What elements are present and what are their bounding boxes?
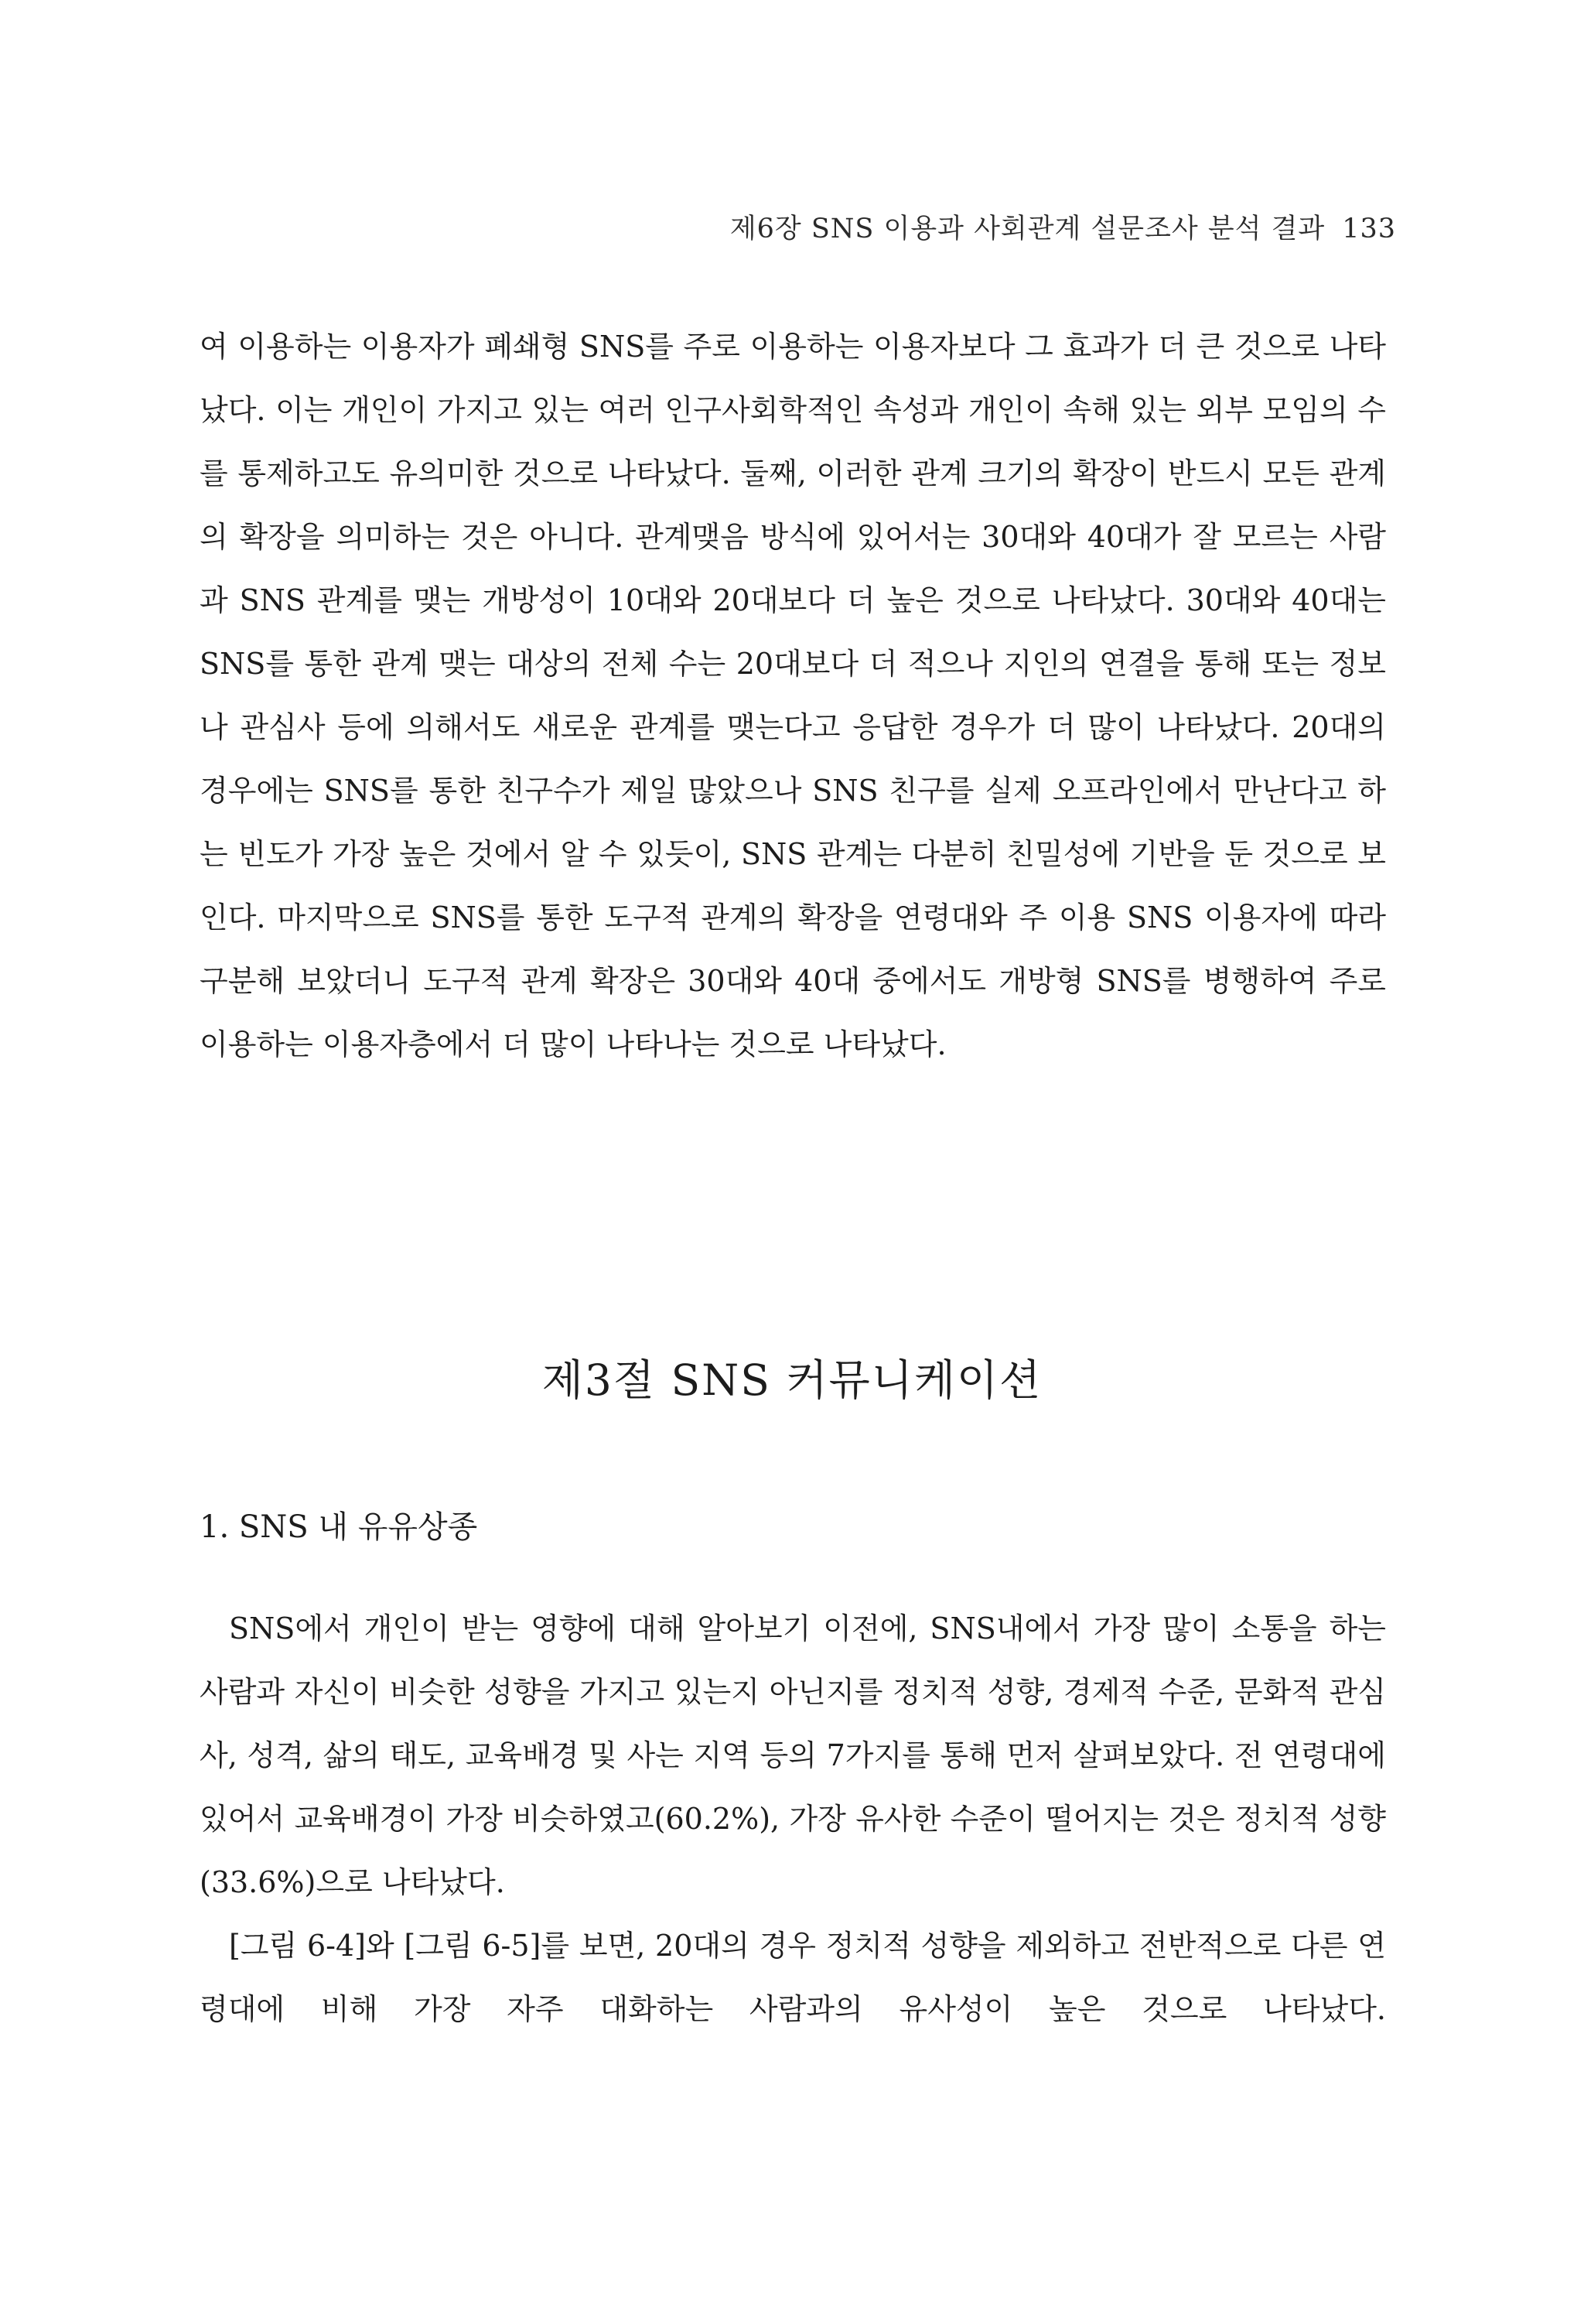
paragraph-3: [그림 6-4]와 [그림 6-5]를 보면, 20대의 경우 정치적 성향을 제외하고 전반적으로 다른 연령대에 비해 가장 자주 대화하는 사람과의 유사성이 높은 것으로 나타났다. xyxy=(200,1929,1386,2026)
chapter-title: 제6장 SNS 이용과 사회관계 설문조사 분석 결과 xyxy=(729,214,1326,244)
body-block-1 xyxy=(200,315,1386,1076)
paragraph-2: SNS에서 개인이 받는 영향에 대해 알아보기 이전에, SNS내에서 가장 많이 소통을 하는 사람과 자신이 비슷한 성향을 가지고 있는지 아닌지를 정치적 성향, 경제적 수준, 문화적 관심사, 성격, 삶의 태도, 교육배경 및 사는 지역 등의 7가지를 통해 먼저 살펴보았다. 전 연령대에 있어서 교육배경이 가장 비슷하였고(60.2%), 가장 유사한 수준이 떨어지는 것은 정치적 성향(33.6%)으로 나타났다. xyxy=(200,1611,1386,1899)
body-block-2 xyxy=(200,1597,1386,2041)
page-number: 133 xyxy=(1342,214,1396,244)
paragraph-1: 여 이용하는 이용자가 폐쇄형 SNS를 주로 이용하는 이용자보다 그 효과가 더 큰 것으로 나타났다. 이는 개인이 가지고 있는 여러 인구사회학적인 속성과 개인이 속해 있는 외부 모임의 수를 통제하고도 유의미한 것으로 나타났다. 둘째, 이러한 관계 크기의 확장이 반드시 모든 관계의 확장을 의미하는 것은 아니다. 관계맺음 방식에 있어서는 30대와 40대가 잘 모르는 사람과 SNS 관계를 맺는 개방성이 10대와 20대보다 더 높은 것으로 나타났다. 30대와 40대는 SNS를 통한 관계 맺는 대상의 전체 수는 20대보다 더 적으나 지인의 연결을 통해 또는 정보나 관심사 등에 의해서도 새로운 관계를 맺는다고 응답한 경우가 더 많이 나타났다. 20대의 경우에는 SNS를 통한 친구수가 제일 많았으나 SNS 친구를 실제 오프라인에서 만난다고 하는 빈도가 가장 높은 것에서 알 수 있듯이, SNS 관계는 다분히 친밀성에 기반을 둔 것으로 보인다. 마지막으로 SNS를 통한 도구적 관계의 확장을 연령대와 주 이용 SNS 이용자에 따라 구분해 보았더니 도구적 관계 확장은 30대와 40대 중에서도 개방형 SNS를 병행하여 주로 이용하는 이용자층에서 더 많이 나타나는 것으로 나타났다. xyxy=(200,330,1386,1061)
running-header xyxy=(730,207,1396,246)
subsection-title: 1. SNS 내 유유상종 xyxy=(200,1509,478,1545)
section-title: 제3절 SNS 커뮤니케이션 xyxy=(541,1355,1043,1405)
